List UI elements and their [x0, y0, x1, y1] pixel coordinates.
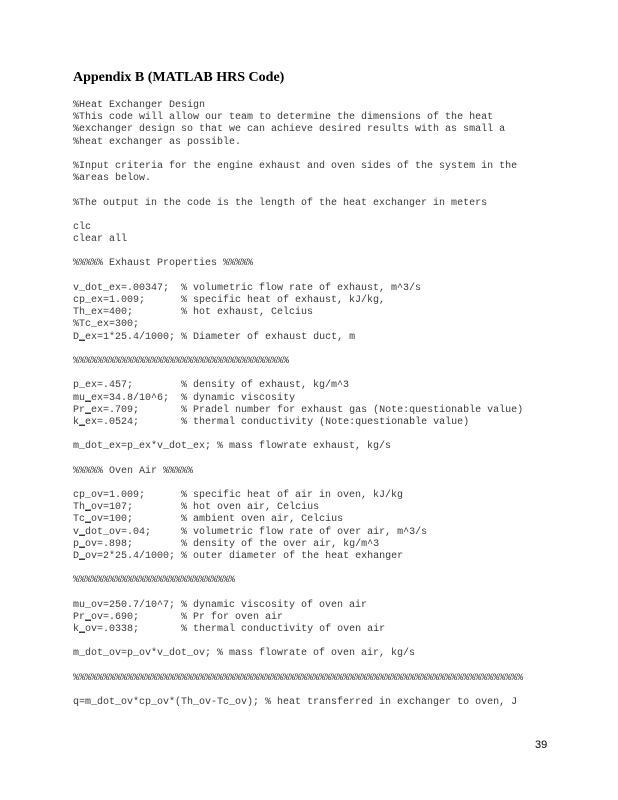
code-line: mu_ov=250.7/10^7; % dynamic viscosity of oven air	[73, 599, 368, 611]
code-line: m_dot_ex=p_ex*v_dot_ex; % mass flowrate exhaust, kg/s	[73, 441, 392, 453]
code-line	[73, 478, 563, 490]
appendix-heading: Appendix B (MATLAB HRS Code)	[73, 70, 285, 85]
code-line: m_dot_ov=p_ov*v_dot_ov; % mass flowrate of oven air, kg/s	[73, 648, 416, 660]
code-line: %Tc_ex=300;	[73, 319, 140, 331]
code-line: k_ex=.0524; % thermal conductivity (Note:questionable value)	[73, 416, 470, 428]
code-line: v_dot_ov=.04; % volumetric flow rate of over air, m^3/s	[73, 526, 428, 538]
code-line	[73, 563, 563, 575]
page-number: 39	[535, 739, 548, 751]
code-line	[73, 210, 563, 222]
code-line: p_ov=.898; % density of the over air, kg/m^3	[73, 538, 380, 550]
code-line	[73, 149, 563, 161]
code-line: Pr_ov=.690; % Pr for oven air	[73, 611, 284, 623]
code-line: %heat exchanger as possible.	[73, 136, 242, 148]
code-line: D_ov=2*25.4/1000; % outer diameter of the heat exhanger	[73, 550, 404, 562]
code-line: Th_ov=107; % hot oven air, Celcius	[73, 502, 320, 514]
code-line: cp_ex=1.009; % specific heat of exhaust, kJ/kg,	[73, 295, 386, 306]
code-line: D_ex=1*25.4/1000; % Diameter of exhaust duct, m	[73, 331, 356, 343]
code-line	[73, 185, 563, 197]
code-line: k_ov=.0338; % thermal conductivity of oven air	[73, 624, 386, 636]
code-line: v_dot_ex=.00347; % volumetric flow rate of exhaust, m^3/s	[73, 282, 422, 294]
code-line	[73, 588, 563, 600]
code-line	[73, 429, 563, 441]
code-line: %This code will allow our team to determine the dimensions of the heat	[73, 112, 494, 124]
code-line: %%%%%%%%%%%%%%%%%%%%%%%%%%%%%%%%%%%%%%%%%%%%%%%%%%%%%%%%%%%%%%%%%%%%%%%%%%%	[73, 672, 524, 684]
code-line: %%%%%%%%%%%%%%%%%%%%%%%%%%%	[73, 575, 236, 587]
code-line: %%%%%%%%%%%%%%%%%%%%%%%%%%%%%%%%%%%%	[73, 355, 290, 367]
code-line	[73, 636, 563, 648]
code-line	[73, 271, 563, 283]
code-line: Tc_ov=100; % ambient oven air, Celcius	[73, 514, 344, 526]
code-line: %exchanger design so that we can achieve desired results with as small a	[73, 124, 506, 136]
code-line: %The output in the code is the length of the heat exchanger in meters	[73, 197, 488, 209]
code-line	[73, 685, 563, 697]
code-line: q=m_dot_ov*cp_ov*(Th_ov-Tc_ov); % heat transferred in exchanger to oven, J	[73, 697, 518, 709]
matlab-code-block	[73, 100, 563, 709]
code-line	[73, 344, 563, 356]
code-line: Pr_ex=.709; % Pradel number for exhaust gas (Note:questionable value)	[73, 404, 524, 416]
code-line: mu_ex=34.8/10^6; % dynamic viscosity	[73, 392, 296, 404]
code-line: %Input criteria for the engine exhaust and oven sides of the system in the	[73, 160, 518, 172]
code-line: p_ex=.457; % density of exhaust, kg/m^3	[73, 380, 350, 392]
code-line: Th_ex=400; % hot exhaust, Celcius	[73, 307, 314, 319]
code-line: %areas below.	[73, 173, 152, 185]
code-line: cp_ov=1.009; % specific heat of air in oven, kJ/kg	[73, 490, 404, 501]
code-line	[73, 368, 563, 380]
code-line: %Heat Exchanger Design	[73, 100, 206, 111]
code-line	[73, 453, 563, 465]
code-line: %%%%% Oven Air %%%%%	[73, 465, 194, 477]
code-line: clc	[73, 221, 92, 233]
code-line: %%%%% Exhaust Properties %%%%%	[73, 258, 254, 270]
code-line	[73, 246, 563, 258]
code-line	[73, 661, 563, 673]
code-line: clear all	[73, 234, 128, 246]
